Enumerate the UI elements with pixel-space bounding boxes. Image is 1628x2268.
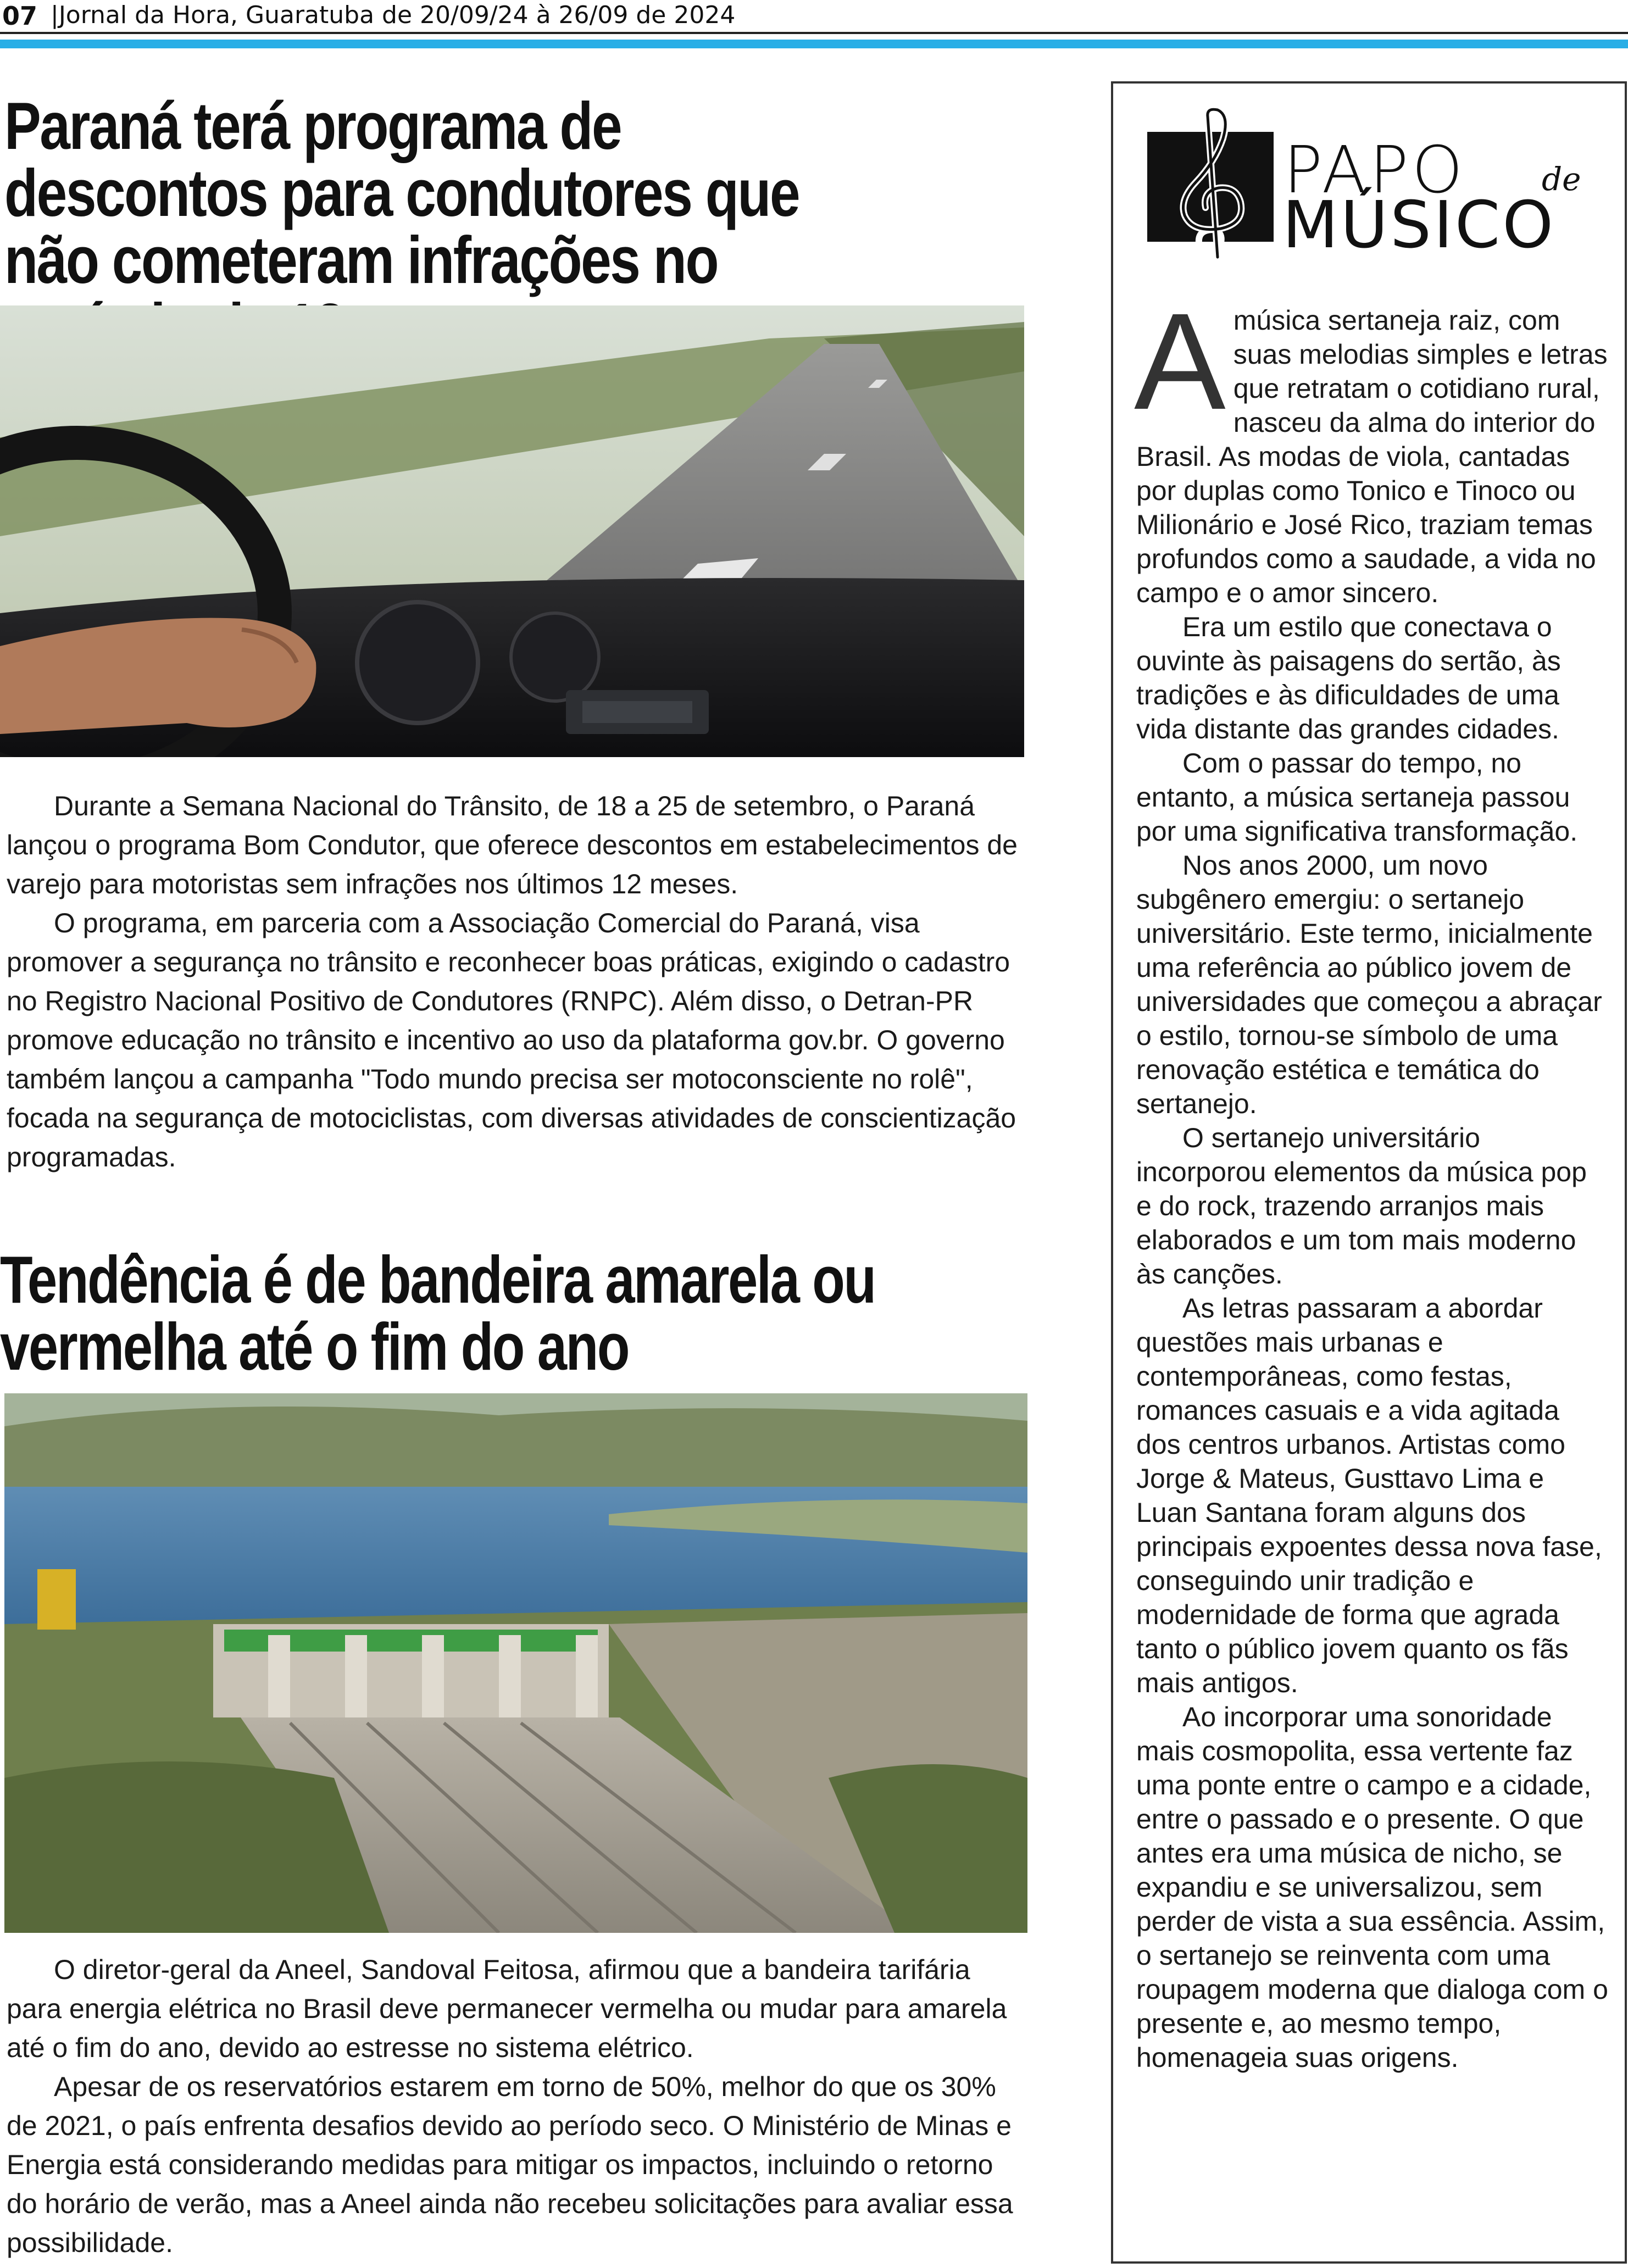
column-paragraph: Com o passar do tempo, no entanto, a música sertaneja passou por uma significativa transformação. xyxy=(1136,748,1578,847)
dropcap-letter: A xyxy=(1134,285,1226,438)
column-paragraph: O sertanejo universitário incorporou elementos da música pop e do rock, trazendo arranjos mais elaborados e um tom mais moderno às canções. xyxy=(1136,1122,1587,1289)
papo-de-musico-logo xyxy=(1135,105,1608,263)
column-paragraph: Nos anos 2000, um novo subgênero emergiu: o sertanejo universitário. Este termo, inicialmente uma referência ao público jovem de universidades que começou a abraçar o estilo, tornou-se símbolo de uma renovação estética e temática do sertanejo. xyxy=(1136,850,1602,1119)
page-number: 07 xyxy=(2,1,38,31)
column-paragraph: Ao incorporar uma sonoridade mais cosmopolita, essa vertente faz uma ponte entre o campo e a cidade, entre o passado e o presente. O que antes era uma música de nicho, se expandiu e se universalizou, sem perder de vista a sua essência. Assim, o sertanejo se reinventa com uma roupagem moderna que dialoga com o presente e, ao mesmo tempo, homenageia suas origens. xyxy=(1136,1702,1608,2073)
article1-photo-steering-wheel xyxy=(0,305,1024,757)
logo-word-papo: PAPO xyxy=(1283,132,1466,208)
article2-headline: Tendência é de bandeira amarela ou vermelha até o fim do ano xyxy=(0,1242,875,1384)
music-column xyxy=(1111,81,1627,2264)
header-accent-bar xyxy=(0,40,1628,48)
logo-word-musico: MÚSICO xyxy=(1282,187,1556,263)
header-rule xyxy=(0,32,1628,34)
column-first-paragraph xyxy=(1134,285,1609,610)
column-first-paragraph-text: música sertaneja raiz, com suas melodias simples e letras que retratam o cotidiano rural, nasceu da alma do interior do Brasil. As modas de viola, cantadas por duplas como Tonico e Tinoco ou Milionário e José Rico, traziam temas profundos como a saudade, a vida no campo e o amor sincero. xyxy=(1136,305,1608,608)
column-paragraph: As letras passaram a abordar questões mais urbanas e contemporâneas, como festas, romances casuais e a vida agitada dos centros urbanos. Artistas como Jorge & Mateus, Gusttavo Lima e Luan Santana foram alguns dos principais expoentes dessa nova fase, conseguindo unir tradição e modernidade de forma que agrada tanto o público jovem quanto os fãs mais antigos. xyxy=(1136,1293,1602,1698)
column-paragraph: Era um estilo que conectava o ouvinte às paisagens do sertão, às tradições e às dificuldades de uma vida distante das grandes cidades. xyxy=(1136,612,1561,744)
article1-body xyxy=(7,787,1023,1177)
article2-body xyxy=(7,1950,1023,2263)
page-header xyxy=(0,0,1628,33)
article1-paragraph: Durante a Semana Nacional do Trânsito, de 18 a 25 de setembro, o Paraná lançou o programa Bom Condutor, que oferece descontos em estabelecimentos de varejo para motoristas sem infrações nos últimos 12 meses. xyxy=(7,791,1018,899)
music-column-body xyxy=(1134,285,1609,2075)
logo-word-de: de xyxy=(1542,160,1581,198)
article2-paragraph: Apesar de os reservatórios estarem em torno de 50%, melhor do que os 30% de 2021, o país enfrenta desafios devido ao período seco. O Ministério de Minas e Energia está considerando medidas para mitigar os impactos, incluindo o retorno do horário de verão, mas a Aneel ainda não recebeu solicitações para avaliar essa possibilidade. xyxy=(7,2071,1013,2258)
article2-paragraph: O diretor-geral da Aneel, Sandoval Feitosa, afirmou que a bandeira tarifária para energia elétrica no Brasil deve permanecer vermelha ou mudar para amarela até o fim do ano, devido ao estresse no sistema elétrico. xyxy=(7,1954,1007,2063)
article1-paragraph: O programa, em parceria com a Associação Comercial do Paraná, visa promover a segurança no trânsito e reconhecer boas práticas, exigindo o cadastro no Registro Nacional Positivo de Condutores (RNPC). Além disso, o Detran-PR promove educação no trânsito e incentivo ao uso da plataforma gov.br. O governo também lançou a campanha "Todo mundo precisa ser motoconsciente no rolê", focada na segurança de motociclistas, com diversas atividades de conscientização programadas. xyxy=(7,908,1016,1172)
article1-headline: Paraná terá programa de descontos para condutores que não cometeram infrações no xyxy=(4,88,799,297)
article2-photo-dam xyxy=(4,1393,1027,1933)
treble-clef-icon xyxy=(1168,105,1267,265)
publication-line: |Jornal da Hora, Guaratuba de 20/09/24 à 26/09 de 2024 xyxy=(51,1,736,29)
